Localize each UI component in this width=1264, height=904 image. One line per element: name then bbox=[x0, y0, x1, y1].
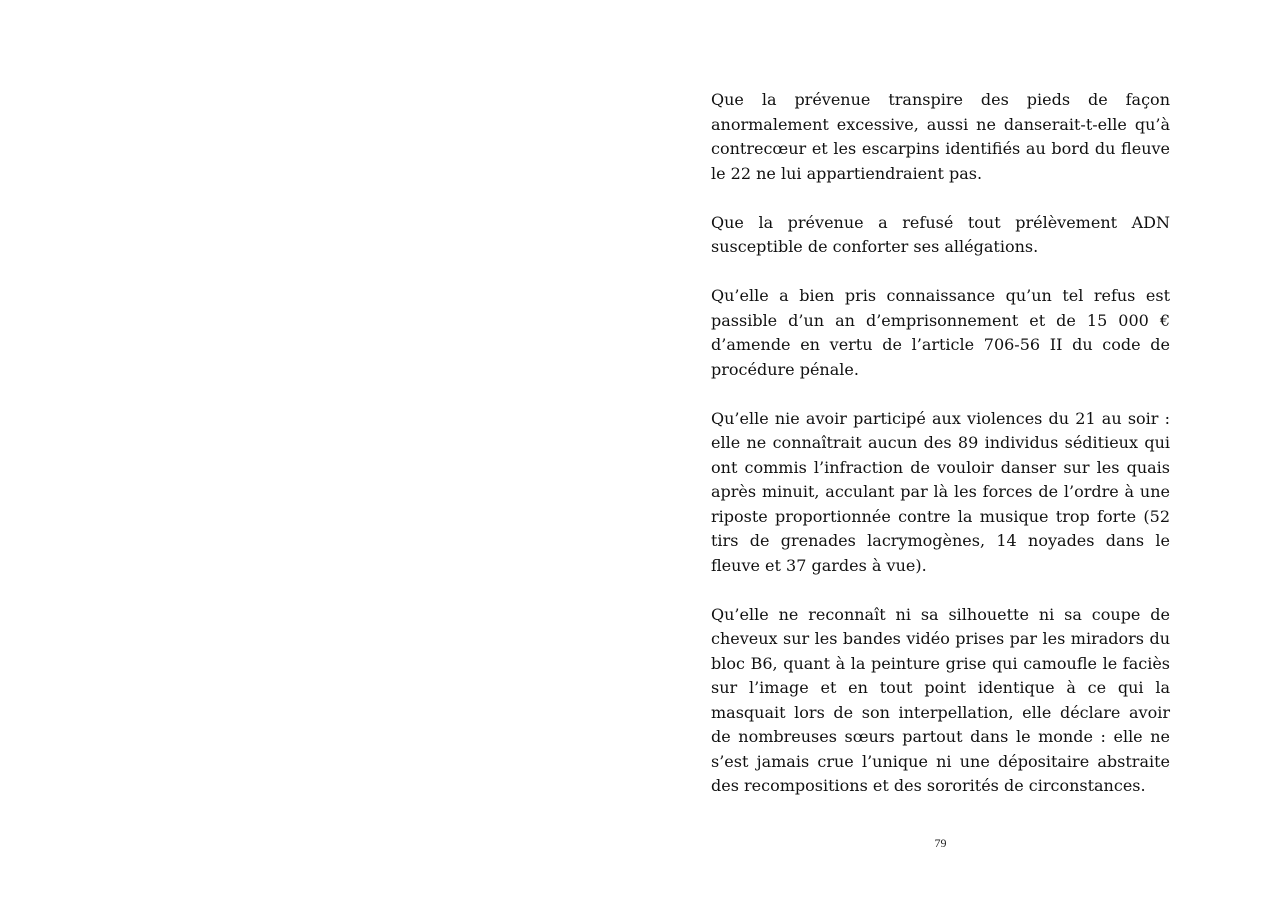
right-page bbox=[632, 0, 1264, 904]
paragraph-3: Qu’elle a bien pris connaissance qu’un tel refus est passible d’un an d’emprisonnement et de 15 000 € d’amende en vertu de l’article 706-56 II du code de procédure pénale. bbox=[711, 286, 1170, 379]
paragraph-5: Qu’elle ne reconnaît ni sa silhouette ni sa coupe de cheveux sur les bandes vidéo prises par les miradors du bloc B6, quant à la peinture grise qui camoufle le faciès sur l’image et en tout point identique à ce qui la masquait lors de son interpellation, elle déclare avoir de nombreuses sœurs partout dans le monde : elle ne s’est jamais crue l’unique ni une dépositaire abstraite des recompositions et des sororités de circonstances. bbox=[711, 604, 1170, 795]
paragraph-1: Que la prévenue transpire des pieds de façon anormalement excessive, aussi ne danserait-t-elle qu’à contrecœur et les escarpins identifiés au bord du fleuve le 22 ne lui appartiendraient pas. bbox=[711, 90, 1170, 183]
page-number: 79 bbox=[934, 836, 947, 850]
body-text bbox=[711, 88, 1170, 823]
paragraph-4: Qu’elle nie avoir participé aux violences du 21 au soir : elle ne connaîtrait aucun des 89 individus séditieux qui ont commis l’infraction de vouloir danser sur les quais après minuit, acculant par là les forces de l’ordre à une riposte proportionnée contre la musique trop forte (52 tirs de grenades lacrymogènes, 14 noyades dans le fleuve et 37 gardes à vue). bbox=[711, 408, 1170, 575]
paragraph-2: Que la prévenue a refusé tout prélèvement ADN susceptible de conforter ses allégations. bbox=[711, 212, 1170, 256]
